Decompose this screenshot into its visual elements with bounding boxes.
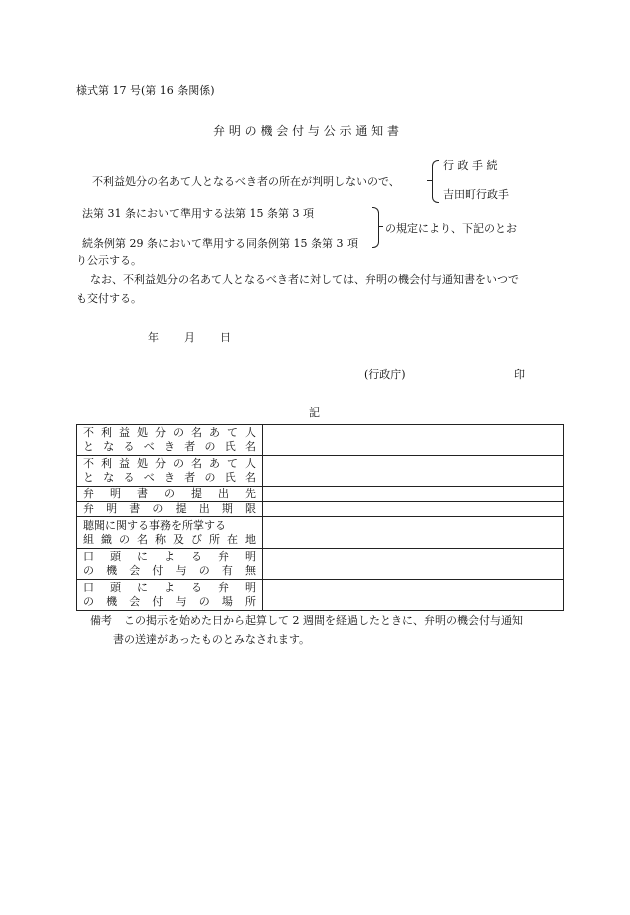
row-label-line: と な る べ き 者 の 氏 名 <box>83 440 256 454</box>
note-label: 備考 <box>90 614 112 627</box>
table-row <box>77 502 564 517</box>
row-label-line: 弁 明 書 の 提 出 先 <box>83 487 256 501</box>
form-number: 様式第 17 号(第 16 条関係) <box>76 84 215 97</box>
date-year: 年 <box>148 331 159 344</box>
row-value[interactable] <box>263 487 564 502</box>
row-label <box>77 579 263 610</box>
record-table <box>76 424 564 611</box>
row-label <box>77 456 263 487</box>
note-line1: この掲示を始めた日から起算して 2 週間を経過したときに、弁明の機会付与通知 <box>124 614 523 627</box>
row-value[interactable] <box>263 456 564 487</box>
row-value[interactable] <box>263 579 564 610</box>
row-label-line: と な る べ き 者 の 氏 名 <box>83 471 256 485</box>
law-line2: 続条例第 29 条において準用する同条例第 15 条第 3 項 <box>82 237 358 250</box>
row-label <box>77 517 263 548</box>
table-row <box>77 517 564 548</box>
row-value[interactable] <box>263 502 564 517</box>
row-label <box>77 487 263 502</box>
table-row <box>77 548 564 579</box>
date-month: 月 <box>184 331 195 344</box>
table-row <box>77 456 564 487</box>
row-label-line: 口 頭 に よ る 弁 明 <box>83 580 256 594</box>
seal-mark: 印 <box>514 368 525 381</box>
para2-line2: も交付する。 <box>76 292 142 305</box>
para1-line1: 不利益処分の名あて人となるべき者の所在が判明しないので、 <box>92 175 400 188</box>
row-label <box>77 502 263 517</box>
brace-right-top <box>443 159 520 173</box>
law-suffix: の規定により、下記のとお <box>385 222 517 235</box>
row-value[interactable] <box>263 548 564 579</box>
row-value[interactable] <box>263 517 564 548</box>
row-label-line: 弁 明 書 の 提 出 期 限 <box>83 502 256 516</box>
row-label-line: 口 頭 に よ る 弁 明 <box>83 549 256 563</box>
brace-right-top-text: 行 政 手 続 <box>443 159 498 172</box>
date-day: 日 <box>220 331 231 344</box>
para1-end: り公示する。 <box>76 254 142 267</box>
row-label-line: 聴聞に関する事務を所掌する <box>83 518 226 532</box>
row-label <box>77 425 263 456</box>
row-label <box>77 548 263 579</box>
row-value[interactable] <box>263 425 564 456</box>
row-label-line: 組 織 の 名 称 及 び 所 在 地 <box>83 532 256 546</box>
ki-heading: 記 <box>309 406 320 419</box>
row-label-line: 不 利 益 処 分 の 名 あ て 人 <box>83 457 256 471</box>
table-row <box>77 487 564 502</box>
law-line1: 法第 31 条において準用する法第 15 条第 3 項 <box>82 207 314 220</box>
para2-line1: なお、不利益処分の名あて人となるべき者に対しては、弁明の機会付与通知書をいつで <box>90 273 519 286</box>
note-line2: 書の送達があったものとみなされます。 <box>113 633 311 646</box>
row-label-line: の 機 会 付 与 の 有 無 <box>83 563 256 577</box>
table-row <box>77 579 564 610</box>
row-label-line: の 機 会 付 与 の 場 所 <box>83 594 256 608</box>
document-title: 弁 明 の 機 会 付 与 公 示 通 知 書 <box>213 124 399 138</box>
brace-right-bottom: 吉田町行政手 <box>443 188 509 201</box>
authority: (行政庁) <box>364 368 406 381</box>
row-label-line: 不 利 益 処 分 の 名 あ て 人 <box>83 426 256 440</box>
table-row <box>77 425 564 456</box>
